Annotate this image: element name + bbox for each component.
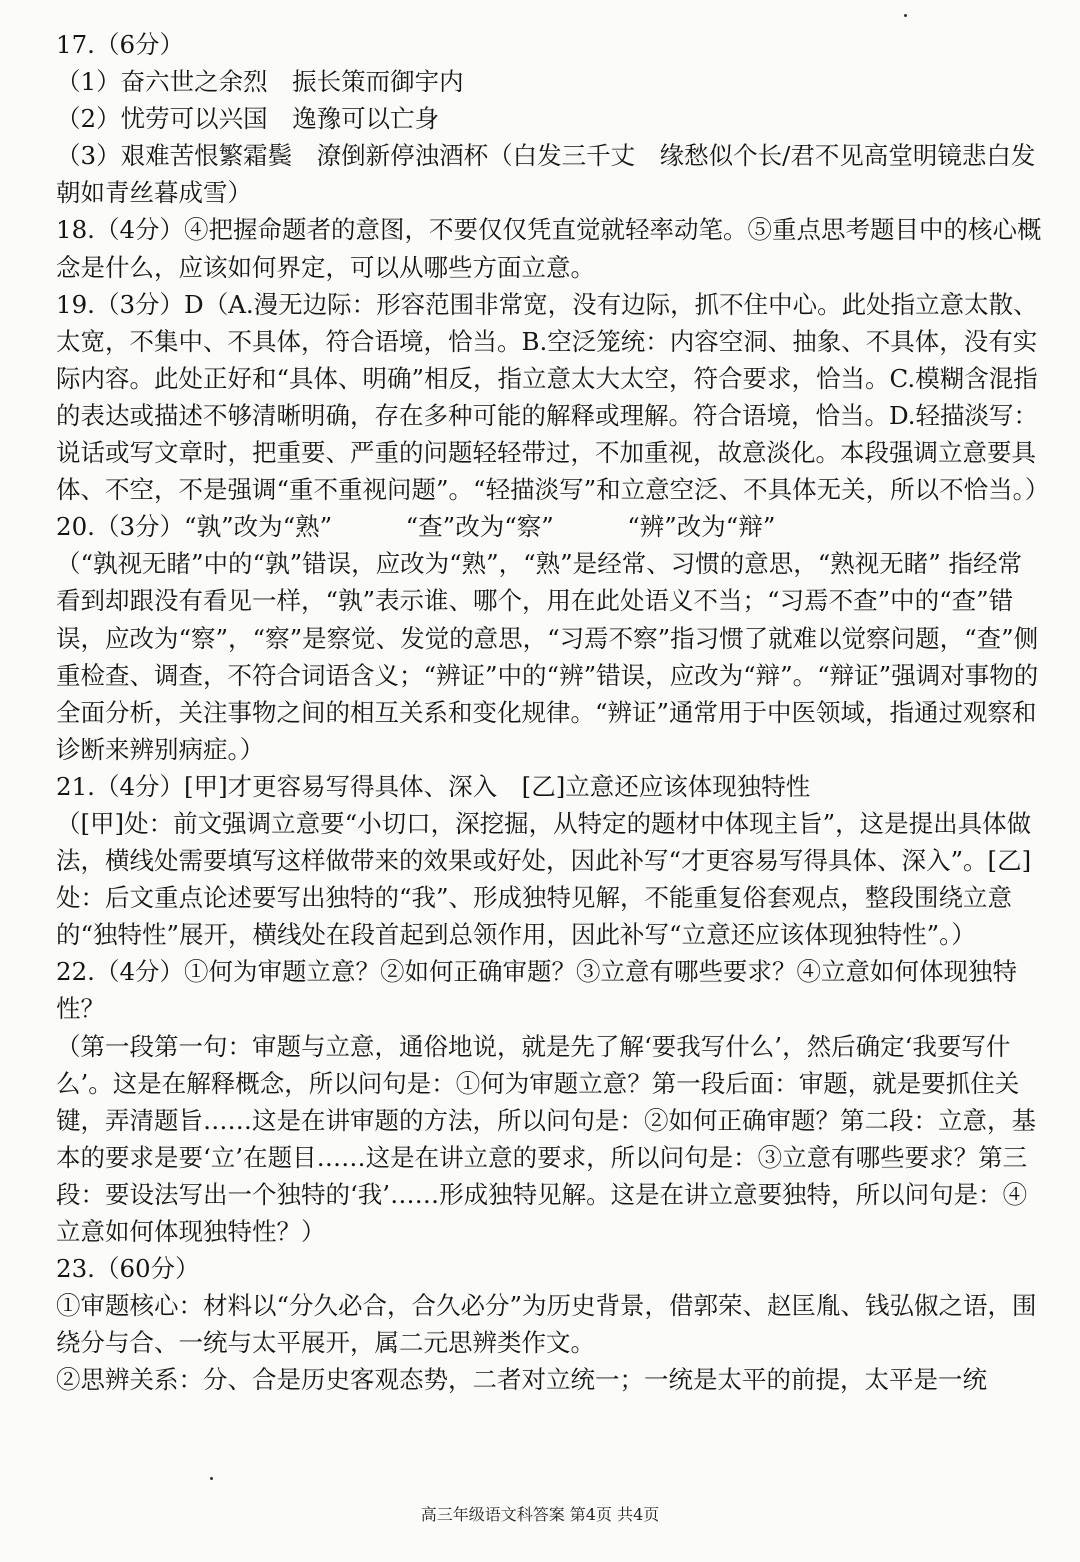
answer-17-3: （3）艰难苦恨繁霜鬓 潦倒新停浊酒杯（白发三千丈 缘愁似个长/君不见高堂明镜悲白发 朝如青丝暮成雪） [56,141,1060,208]
answer-text [56,26,1060,1398]
answer-21: 21.（4分）[甲]才更容易写得具体、深入 [乙]立意还应该体现独特性 [56,771,811,801]
page-footer: 高三年级语文科答案 第4页 共4页 [420,1505,660,1524]
answer-20-explanation: （“孰视无睹”中的“孰”错误，应改为“熟”，“熟”是经常、习惯的意思，“熟视无睹” 指经常看到却跟没有看见一样，“孰”表示谁、哪个，用在此处语义不当；“习焉不查”中的“查”错误，应改为“察”，“察”是察觉、发觉的意思，“习焉不察”指习惯了就难以觉察问题，“查”侧重检查、调查，不符合词语含义；“辨证”中的“辨”错误，应改为“辩”。“辩证”强调对事物的全面分析，关注事物之间的相互关系和变化规律。“辨证”通常用于中医领域，指通过观察和诊断来辨别病症。） [56,549,1039,764]
answer-22-explanation: （第一段第一句：审题与立意，通俗地说，就是先了解‘要我写什么’，然后确定‘我要写什么’。这是在解释概念，所以问句是：①何为审题立意？第一段后面：审题，就是要抓住关键，弄清题旨……这是在讲审题的方法，所以问句是：②如何正确审题？第二段：立意，基本的要求是要‘立’在题目……这是在讲立意的要求，所以问句是：③立意有哪些要求？第三段：要设法写出一个独特的‘我’……形成独特见解。这是在讲立意要独特，所以问句是：④立意如何体现独特性？） [56,1031,1036,1246]
answer-19: 19.（3分）D（A.漫无边际：形容范围非常宽，没有边际，抓不住中心。此处指立意太散、太宽，不集中、不具体，符合语境，恰当。B.空泛笼统：内容空洞、抽象、不具体，没有实际内容。此处正好和“具体、明确”相反，指立意太大太空，符合要求，恰当。C.模糊含混指的表达或描述不够清晰明确，存在多种可能的解释或理解。符合语境，恰当。D.轻描淡写：说话或写文章时，把重要、严重的问题轻轻带过，不加重视，故意淡化。本段强调立意要具体、不空，不是强调“重不重视问题”。“轻描淡写”和立意空泛、不具体无关，所以不恰当。） [56,289,1050,505]
answer-17-1: （1）奋六世之余烈 振长策而御宇内 [56,67,464,97]
answer-22: 22.（4分）①何为审题立意？②如何正确审题？③立意有哪些要求？④立意如何体现独特性？ [56,957,1018,1024]
scan-speck [210,1477,213,1480]
answer-20: 20.（3分）“孰”改为“熟” “查”改为“察” “辨”改为“辩” [56,512,776,542]
answer-17-heading: 17.（6分） [56,30,185,59]
answer-21-explanation: （[甲]处：前文强调立意要“小切口，深挖掘，从特定的题材中体现主旨”，这是提出具体做法，横线处需要填写这样做带来的效果或好处，因此补写“才更容易写得具体、深入”。[乙]处：后文重点论述要写出独特的“我”、形成独特见解，不能重复俗套观点，整段围绕立意的“独特性”展开，横线处在段首起到总领作用，因此补写“立意还应该体现独特性”。） [56,808,1032,950]
answer-23-heading: 23.（60分） [56,1254,200,1284]
answer-17-2: （2）忧劳可以兴国 逸豫可以亡身 [56,104,440,134]
answer-18: 18.（4分）④把握命题者的意图，不要仅仅凭直觉就轻率动笔。⑤重点思考题目中的核心概念是什么，应该如何界定，可以从哪些方面立意。 [56,215,1042,282]
answer-23-point-2: ②思辨关系：分、合是历史客观态势，二者对立统一；一统是太平的前提，太平是一统 [56,1365,987,1395]
answer-23-point-1: ①审题核心：材料以“分久必合，合久必分”为历史背景，借郭荣、赵匡胤、钱弘俶之语，围绕分与合、一统与太平展开，属二元思辨类作文。 [56,1291,1037,1358]
scan-speck [904,14,907,17]
